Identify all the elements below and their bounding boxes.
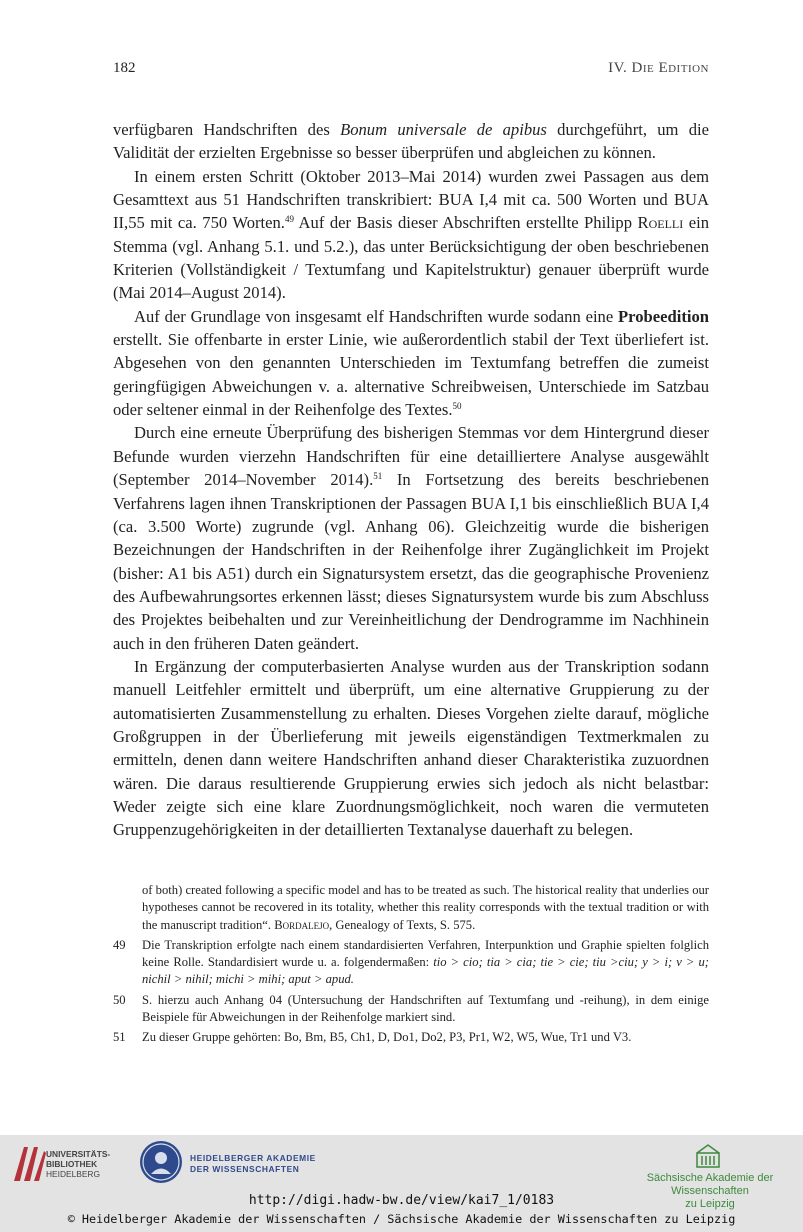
footnote-ref-49[interactable]: 49 <box>284 214 294 225</box>
permalink-url[interactable]: http://digi.hadw-bw.de/view/kai7_1/0183 <box>248 1193 555 1208</box>
running-header <box>113 60 709 82</box>
academy-seal-icon[interactable] <box>140 1141 182 1183</box>
seal-portrait-icon <box>140 1141 182 1183</box>
paragraph-1: verfügbaren Handschriften des Bonum universale de apibus durchgeführt, um die Validität der erzielten Ergebnisse so besser überprüfen und abgleichen zu können. <box>113 120 709 163</box>
footnote-51: 51 Zu dieser Gruppe gehörten: Bo, Bm, B5, Ch1, D, Do1, Do2, P3, Pr1, W2, W5, Wue, Tr1 und V3. <box>113 1030 632 1045</box>
chapter-title: IV. Die Edition <box>608 60 709 76</box>
footnote-continued: of both) created following a specific model and has to be treated as such. The historical reality that underlies our hypotheses cannot be recovered in its totality, whether this reality corresponds with the textual tradition or with the manuscript tradition“. Bordalejo, Genealogy of Texts, S. 575. <box>142 883 709 932</box>
saxon-academy-building-icon[interactable] <box>695 1143 721 1169</box>
author-name: Roelli <box>637 213 684 233</box>
paragraph-4: Durch eine erneute Überprüfung des bisherigen Stemmas vor dem Hintergrund dieser Befunde wurden vierzehn Handschriften für eine detailliertere Analyse ausgewählt (September 2014–November 2014).$^{51}$ In Fortsetzung des bereits beschriebenen Verfahrens lagen ihnen Transkriptionen der Passagen BUA I,1 bis einschließlich BUA I,4 (ca. 3.500 Worte) zugrunde (vgl. Anhang 06). Gleichzeitig wurde die bisherigen Bezeichnungen der Handschriften in der Reihenfolge ihrer Zugänglichkeit im Projekt (bisher: A1 bis A51) durch ein Signatursystem ersetzt, das die geographische Provenienz des Aufbewahrungsortes erkennen lässt; dieses Signatursystem wurde bis zum Abschluss des Projektes beibehalten und zur Vereinheitlichung der Dendrogramme im Nachhinein auch in den früheren Daten geändert. <box>113 423 709 653</box>
footnote-49: 49 Die Transkription erfolgte nach einem standardisierten Verfahren, Interpunktion und Graphie spielten folglich keine Rolle. Standardisiert wurde u. a. folgendermaßen: tio > cio; tia > cia; tie > cie; tiu >ciu; y > i; v > u; nichil > nihil; michi > mihi; aput > apud. <box>113 937 709 987</box>
footnotes <box>113 882 709 1050</box>
saxon-academy-label: Sächsische Akademie der Wissenschaften zu Leipzig <box>646 1172 774 1210</box>
page-number: 182 <box>113 60 136 76</box>
main-text <box>113 118 709 842</box>
footnote-ref-50[interactable]: 50 <box>452 401 462 412</box>
footnote-ref-51[interactable]: 51 <box>373 471 383 482</box>
paragraph-3: Auf der Grundlage von insgesamt elf Handschriften wurde sodann eine Probeedition erstellt. Sie offenbarte in erster Linie, wie außerordentlich stabil der Text überliefert ist. Abgesehen von den genannten Unterschieden im Textumfang betreffen die zumeist geringfügigen Abweichungen v. a. alternative Schreibweisen, Unterschiede im Satzbau oder seltener einmal in der Reihenfolge des Textes.$^{50}$ <box>113 306 709 420</box>
university-library-label: UNIVERSITÄTS- BIBLIOTHEK HEIDELBERG <box>46 1149 111 1179</box>
academy-label: HEIDELBERGER AKADEMIE DER WISSENSCHAFTEN <box>190 1153 316 1174</box>
footnote-50: 50 S. hierzu auch Anhang 04 (Untersuchung der Handschriften auf Textumfang und -reihung), in dem einige Beispiele für Abweichungen in der Reihenfolge markiert sind. <box>113 992 709 1025</box>
paragraph-5: In Ergänzung der computerbasierten Analyse wurden aus der Transkription sodann manuell Leitfehler ermittelt und überprüft, um eine alternative Gruppierung zu der automatisierten Zusammenstellung zu erhalten. Dieses Vorgehen zielte darauf, mögliche Großgruppen in der Überlieferung mit jeweils eigenständigen Textmerkmalen zu ermitteln, denen dann weitere Handschriften anhand dieser Charakteristika zuzuordnen wären. Die daraus resultierende Gruppierung erwies sich jedoch als nicht belastbar: Weder zeigte sich eine klare Zuordnungsmöglichkeit, noch waren die vermuteten Gruppenzugehörigkeiten in der detaillierten Textanalyse dauerhaft zu belegen. <box>113 656 709 840</box>
paragraph-2: In einem ersten Schritt (Oktober 2013–Mai 2014) wurden zwei Passagen aus dem Gesamttext aus 51 Handschriften transkribiert: BUA I,4 mit ca. 500 Worten und BUA II,55 mit ca. 750 Worten.$^{49}$ Auf der Basis dieser Abschriften erstellte Philipp Roelli ein Stemma (vgl. Anhang 5.1. und 5.2.), das unter Berücksichtigung der oben beschriebenen Kriterien (Vollständigkeit / Textumfang und Kapitelstruktur) genauer überprüft wurde (Mai 2014–August 2014). <box>113 166 710 303</box>
copyright-notice: © Heidelberger Akademie der Wissenschaften / Sächsische Akademie der Wissenschaften zu Leipzig <box>67 1212 736 1226</box>
